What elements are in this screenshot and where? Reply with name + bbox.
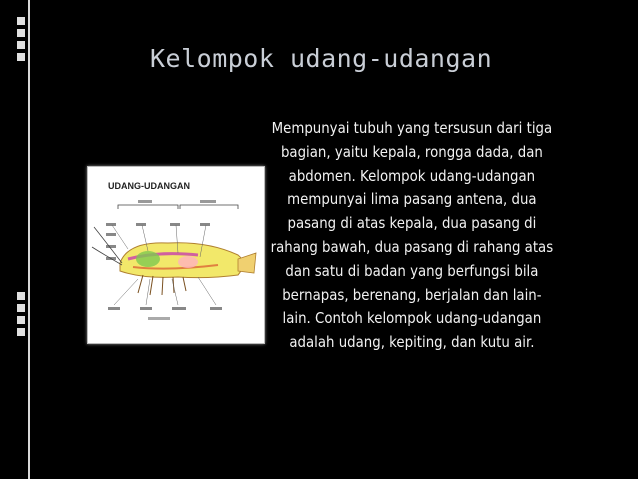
accent-square <box>17 328 25 336</box>
accent-square <box>17 292 25 300</box>
accent-square <box>17 41 25 49</box>
accent-square <box>17 53 25 61</box>
slide-accent-line <box>28 0 30 479</box>
accent-square <box>17 29 25 37</box>
figure-title: UDANG-UDANGAN <box>108 181 190 191</box>
accent-square <box>17 316 25 324</box>
shrimp-diagram-image <box>87 166 265 344</box>
slide-title: Kelompok udang-udangan <box>150 44 493 73</box>
slide-body-text: Mempunyai tubuh yang tersusun dari tiga bagian, yaitu kepala, rongga dada, dan abdomen. Kelompok udang-udangan mempunyai lima pasang antena, dua pasang di atas kepala, dua pasang di rahang bawah, dua pasang di rahang atas dan satu di badan yang berfungsi bila bernapas, berenang, berjalan dan lain-lain. Contoh kelompok udang-udangan adalah udang, kepiting, dan kutu air. <box>270 119 554 352</box>
accent-square <box>17 304 25 312</box>
accent-square <box>17 17 25 25</box>
shrimp-diagram-icon <box>88 167 264 343</box>
